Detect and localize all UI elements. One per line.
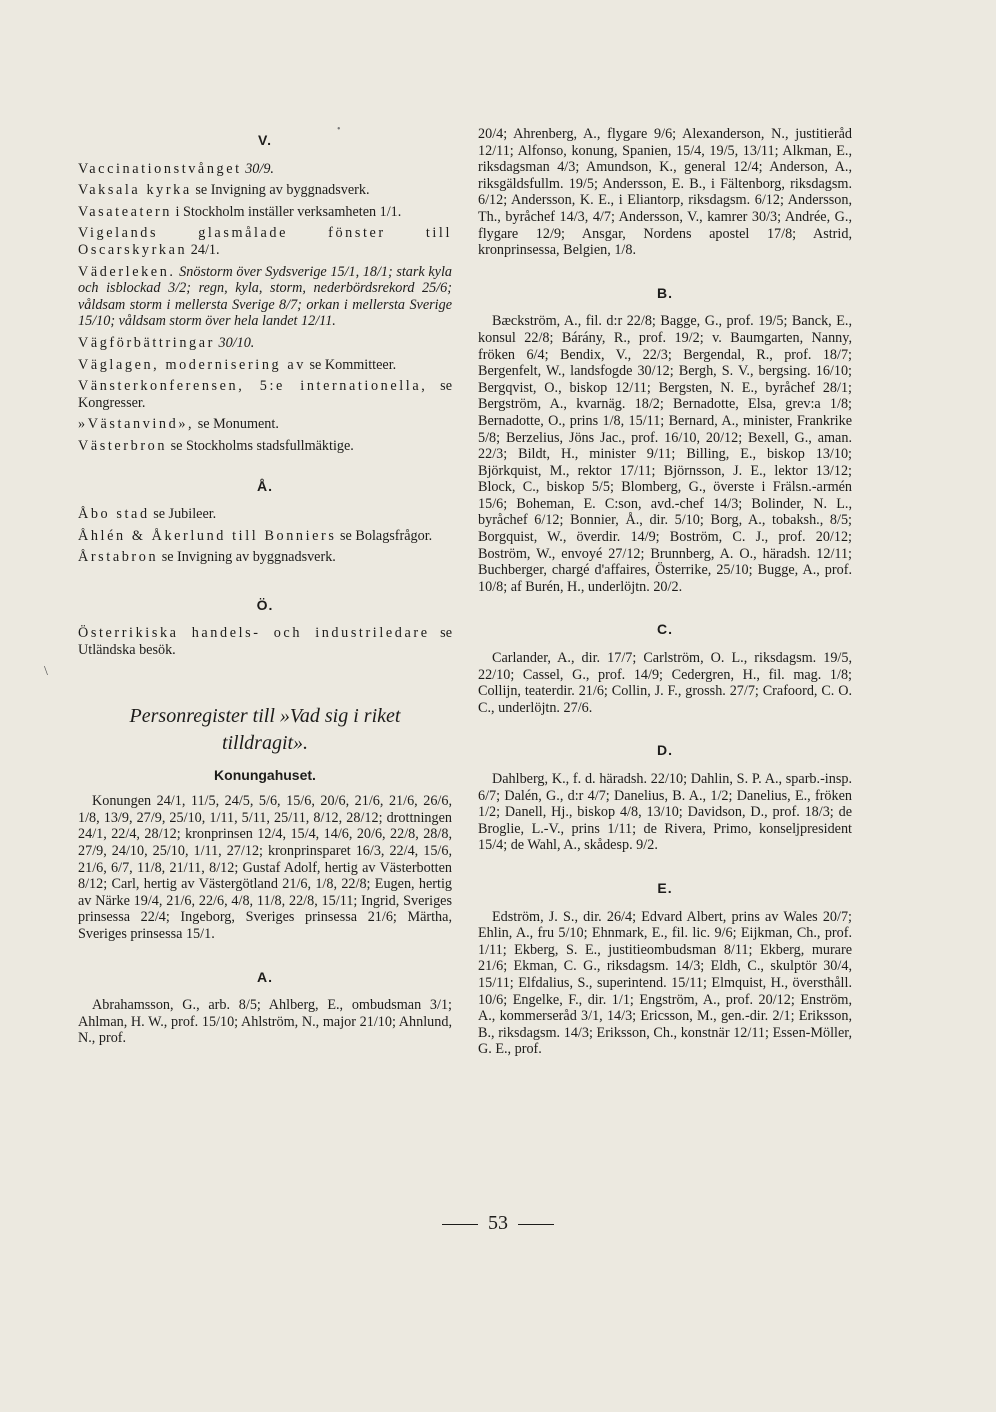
index-entry: Vägförbättringar 30/10. xyxy=(78,334,255,351)
index-entry: Åhlén & Åkerlund till Bonniers se Bolagsfrågor. xyxy=(78,527,433,544)
index-entry: Vaksala kyrka se Invigning av byggnadsverk. xyxy=(78,182,370,199)
page-number-value: 53 xyxy=(488,1212,508,1234)
section-heading-b: B. xyxy=(657,284,673,301)
e-entries-text: Edström, J. S., dir. 26/4; Edvard Albert, prins av Wales 20/7; Ehlin, A., fru 5/10; Ehnmark, E., fil. lic. 9/6; Eijkman, Ch., prof. 1/11; Ekberg, S. E., justitieombudsman 8/11; Ekberg, murare 21/6; Ekman, C. G., riksdagsm. 14/3; Eldh, C., skulptör 30/4, 15/11; Elfdalius, S., superintend. 15/11; Elmquist, H., översthåll. 10/6; Engelke, F., dir. 1/1; Engström, A., prof. 20/12; Enström, A., kommerseråd 3/1, 14/3; Ericsson, M., gen.-dir. 2/1; Eriksson, B., riksdagsm. 14/3; Eriksson, Ch., konstnär 12/11; Essen-Möller, G. E., prof. xyxy=(478,908,852,1058)
index-entry: Åbo stad se Jubileer. xyxy=(78,506,217,523)
section-heading-c: C. xyxy=(657,621,673,638)
index-entry: Väglagen, modernisering av se Kommitteer. xyxy=(78,356,397,373)
a-entries-continued: 20/4; Ahrenberg, A., flygare 9/6; Alexanderson, N., justitieråd 12/11; Alfonso, konung, Spanien, 15/4, 19/5, 13/11; Alkman, E., riksdagsman 4/3; Amundson, K., general 12/4; Anderson, A., riksgäldsfullm. 19/5; Andersson, E. B., i Fältenborg, riksdagsm. 6/12; Andersson, K. E., i Eliantorp, riksdagsm. 6/12; Andersson, Th., byråchef 14/3, 4/7; Andersson, V., kamrer 30/3; Andrée, G., flygare 12/9; Ansgar, Nordens apostel 17/8; Astrid, kronprinsessa, Belgien, 1/8. xyxy=(478,126,852,259)
konungahuset-heading: Konungahuset. xyxy=(214,766,316,783)
register-title: Personregister till »Vad sig i riket tilldragit». xyxy=(129,704,401,754)
konungahuset-text: Konungen 24/1, 11/5, 24/5, 5/6, 15/6, 20/6, 21/6, 21/6, 26/6, 1/8, 13/9, 27/9, 25/10, 1/11, 5/11, 25/11, 8/12, 28/12; drottningen 24/1, 22/4, 28/12; kronprinsen 12/4, 15/4, 14/6, 20/6, 22/8, 28/8, 27/9, 24/10, 25/10, 1/11, 27/12; kronprinsparet 16/3, 22/4, 15/6, 21/6, 6/7, 11/8, 21/11, 8/12; Gustaf Adolf, hertig av Västerbotten 8/12; Carl, hertig av Västergötland 21/6, 1/8, 22/8; Eugen, hertig av Närke 19/4, 21/6, 22/6, 4/8, 11/8, 22/8, 15/11; Ingrid, Sveriges prinsessa 22/4; Ingeborg, Sveriges prinsessa 21/6; Märtha, Sveriges prinsessa 15/1. xyxy=(78,793,452,942)
section-heading-d: D. xyxy=(657,742,673,759)
print-speck: • xyxy=(337,124,341,135)
c-entries-text: Carlander, A., dir. 17/7; Carlström, O. L., riksdagsm. 19/5, 22/10; Cassel, G., prof. 14/9; Cedergren, H., fil. mag. 1/8; Collijn, teaterdir. 21/6; Collin, J. F., grossh. 27/7; Crafoord, C. O. C., underlöjtn. 27/6. xyxy=(478,650,852,716)
dash-right xyxy=(518,1224,554,1225)
margin-mark: \ xyxy=(44,664,48,679)
a-entries-text: Abrahamsson, G., arb. 8/5; Ahlberg, E., ombudsman 3/1; Ahlman, H. W., prof. 15/10; Ahlström, N., major 21/10; Ahnlund, N., prof. xyxy=(78,997,452,1047)
section-heading-aa: Å. xyxy=(257,477,273,494)
section-heading-a: A. xyxy=(257,968,273,985)
left-column xyxy=(78,126,452,1047)
section-heading-v: V. xyxy=(258,132,272,148)
index-entry: Årstabron se Invigning av byggnadsverk. xyxy=(78,549,336,566)
dash-left xyxy=(442,1224,478,1225)
section-heading-e: E. xyxy=(657,879,673,896)
index-entry: »Västanvind», se Monument. xyxy=(78,416,279,433)
index-entry: Vänsterkonferensen, 5:e internationella, se Kongresser. xyxy=(78,378,452,411)
d-entries-text: Dahlberg, K., f. d. häradsh. 22/10; Dahlin, S. P. A., sparb.-insp. 6/7; Dalén, G., d:r 4/7; Danelius, B. A., 1/2; Danelius, E., fröken 1/2; Danell, Hj., biskop 4/8, 13/10; Davidson, D., prof. 18/3; de Broglie, L.-V., prins 1/11; de Rivera, Primo, konseljpresident 15/4; de Wahl, A., skådesp. 9/2. xyxy=(478,771,852,854)
index-entry: Vasateatern i Stockholm inställer verksamheten 1/1. xyxy=(78,203,402,220)
index-entry: Västerbron se Stockholms stadsfullmäktige. xyxy=(78,437,354,454)
section-heading-oe: Ö. xyxy=(256,596,274,613)
b-entries-text: Bæckström, A., fil. d:r 22/8; Bagge, G., prof. 19/5; Banck, E., konsul 22/8; Bárány, R., prof. 19/2; v. Baumgarten, Nanny, fröken 6/4; Bendix, V., 22/3; Bergendal, R., prof. 18/7; Bergenfelt, W., landsfogde 30/12; Bergh, S. V., bergsing. 16/10; Bergqvist, O., biskop 12/11; Bergsten, N. E., byråchef 28/1; Bergström, A., kvarnäg. 18/2; Bernadotte, Elsa, grev:a 1/8; Bernadotte, O., prins 1/8, 15/11; Bernard, A., minister, Frankrike 5/8; Berzelius, Jöns Jac., prof. 16/10, 20/12; Bexell, G., aman. 22/3; Bildt, H., minister 9/11; Billing, E., biskop 13/10; Björkquist, M., rektor 17/11; Björnsson, J. E., lektor 13/12; Block, C., biskop 5/5; Blomberg, G., överste i Frälsn.-armén 15/6; Boheman, E. C:son, avd.-chef 14/3; Bolinder, N. L., byråchef 6/12; Bonnier, Å., dir. 5/10; Borg, A., tobaksh., 8/5; Borgquist, W., överdir. 14/9; Boström, C. J., prof. 20/12; Boström, W., envoyé 27/12; Brunnberg, A. O., häradsh. 12/11; Buchberger, chargé d'affaires, Österrike, 25/10; Bugge, A., prof. 10/8; af Burén, H., underlöjtn. 20/2. xyxy=(478,313,852,595)
right-column xyxy=(478,126,852,1058)
index-entry: Vigelands glasmålade fönster till Oscarskyrkan 24/1. xyxy=(78,225,452,258)
index-entry: Vaccinationstvånget 30/9. xyxy=(78,160,274,177)
index-entry: Österrikiska handels- och industriledare se Utländska besök. xyxy=(78,625,452,659)
index-entry-vaderleken: Väderleken. Snöstorm över Sydsverige 15/1, 18/1; stark kyla och isblockad 3/2; regn, kyla, storm, nederbördsrekord 25/6; våldsam storm i mellersta Sverige 8/7; orkan i mellersta Sverige 15/10; våldsam storm över hela landet 12/11. xyxy=(78,263,452,330)
page-number xyxy=(0,1212,996,1235)
